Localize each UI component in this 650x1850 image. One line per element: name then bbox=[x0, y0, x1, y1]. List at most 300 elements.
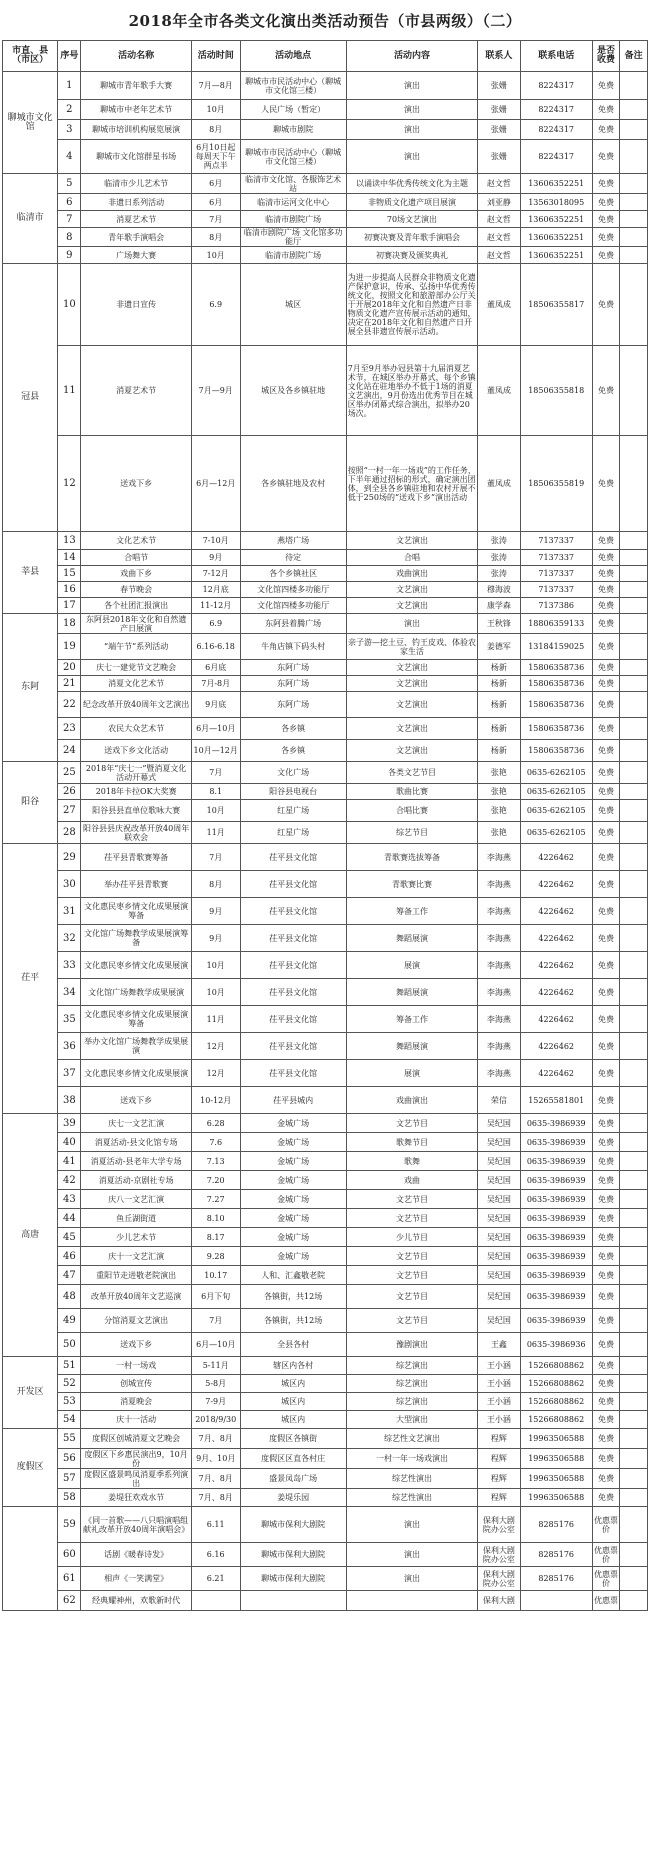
cell-name: 庆七一文艺汇演 bbox=[81, 1114, 191, 1133]
cell-place: 各镇街，共12场 bbox=[240, 1309, 346, 1333]
cell-fee: 免费 bbox=[592, 925, 620, 952]
cell-time: 7.27 bbox=[191, 1190, 240, 1209]
cell-remark bbox=[620, 1449, 648, 1469]
cell-contact: 赵文哲 bbox=[478, 247, 520, 264]
table-row bbox=[3, 871, 648, 898]
cell-seq: 37 bbox=[58, 1060, 81, 1087]
cell-fee: 免费 bbox=[592, 1209, 620, 1228]
cell-seq: 2 bbox=[58, 100, 81, 120]
cell-remark bbox=[620, 1543, 648, 1567]
table-row bbox=[3, 1507, 648, 1543]
cell-phone: 13606352251 bbox=[520, 228, 592, 247]
cell-fee: 免费 bbox=[592, 1060, 620, 1087]
cell-place: 文化广场 bbox=[240, 762, 346, 784]
cell-remark bbox=[620, 1171, 648, 1190]
cell-fee: 优惠票 bbox=[592, 1591, 620, 1611]
cell-remark bbox=[620, 1033, 648, 1060]
cell-time: 12月 bbox=[191, 1033, 240, 1060]
table-row bbox=[3, 100, 648, 120]
cell-place: 临清市剧院广场 文化馆多功能厅 bbox=[240, 228, 346, 247]
cell-contact: 保利大剧院办公室 bbox=[478, 1543, 520, 1567]
cell-phone: 18506355817 bbox=[520, 264, 592, 346]
cell-seq: 10 bbox=[58, 264, 81, 346]
table-row bbox=[3, 247, 648, 264]
cell-place: 燕塔广场 bbox=[240, 532, 346, 550]
table-row bbox=[3, 72, 648, 100]
cell-content: 文艺节目 bbox=[346, 1247, 478, 1266]
cell-name: 阳谷县县庆祝改革开放40周年联欢会 bbox=[81, 822, 191, 844]
table-row bbox=[3, 1469, 648, 1489]
cell-place: 聊城市剧院 bbox=[240, 120, 346, 140]
cell-remark bbox=[620, 194, 648, 211]
cell-time: 7月 bbox=[191, 844, 240, 871]
cell-fee: 免费 bbox=[592, 247, 620, 264]
cell-county: 高唐 bbox=[3, 1114, 58, 1357]
cell-name: 度假区盛景鸣凤消夏季系列演出 bbox=[81, 1469, 191, 1489]
table-body bbox=[3, 72, 648, 1611]
cell-seq: 45 bbox=[58, 1228, 81, 1247]
cell-phone: 4226462 bbox=[520, 1060, 592, 1087]
cell-phone: 4226462 bbox=[520, 952, 592, 979]
cell-seq: 57 bbox=[58, 1469, 81, 1489]
cell-place: 东阿广场 bbox=[240, 692, 346, 718]
cell-county: 茌平 bbox=[3, 844, 58, 1114]
cell-county: 度假区 bbox=[3, 1429, 58, 1507]
cell-content: 展演 bbox=[346, 952, 478, 979]
cell-time: 12月 bbox=[191, 1060, 240, 1087]
cell-content: 少儿节目 bbox=[346, 1228, 478, 1247]
cell-remark bbox=[620, 1357, 648, 1375]
cell-content: 文艺节目 bbox=[346, 1209, 478, 1228]
cell-place: 金城广场 bbox=[240, 1171, 346, 1190]
cell-content: 综艺性演出 bbox=[346, 1469, 478, 1489]
cell-contact: 赵文哲 bbox=[478, 228, 520, 247]
table-row bbox=[3, 582, 648, 598]
table-row bbox=[3, 1375, 648, 1393]
table-row bbox=[3, 1489, 648, 1507]
cell-remark bbox=[620, 1006, 648, 1033]
cell-name: 合唱节 bbox=[81, 550, 191, 566]
cell-content: 一村一年一场戏演出 bbox=[346, 1449, 478, 1469]
cell-seq: 1 bbox=[58, 72, 81, 100]
cell-name: 度假区创城消夏文艺晚会 bbox=[81, 1429, 191, 1449]
cell-time: 6.16-6.18 bbox=[191, 634, 240, 660]
cell-content: 文艺节目 bbox=[346, 1114, 478, 1133]
cell-name: 送戏下乡 bbox=[81, 1087, 191, 1114]
cell-phone: 15265581801 bbox=[520, 1087, 592, 1114]
cell-remark bbox=[620, 692, 648, 718]
cell-place: 金城广场 bbox=[240, 1209, 346, 1228]
cell-phone: 15266808862 bbox=[520, 1375, 592, 1393]
cell-time: 6月10日起每周天下午两点半 bbox=[191, 140, 240, 174]
cell-place: 城区 bbox=[240, 264, 346, 346]
cell-fee: 免费 bbox=[592, 346, 620, 436]
cell-name: 《同一首歌——八只唱演唱组献礼改革开放40周年演唱会》 bbox=[81, 1507, 191, 1543]
cell-contact: 董凤成 bbox=[478, 346, 520, 436]
cell-fee: 免费 bbox=[592, 1333, 620, 1357]
cell-contact: 张涛 bbox=[478, 550, 520, 566]
cell-content: 演出 bbox=[346, 140, 478, 174]
cell-phone: 0635-3986939 bbox=[520, 1209, 592, 1228]
cell-name: 分馆消夏文艺演出 bbox=[81, 1309, 191, 1333]
cell-fee: 免费 bbox=[592, 228, 620, 247]
cell-name: “端午节”系列活动 bbox=[81, 634, 191, 660]
cell-fee: 免费 bbox=[592, 871, 620, 898]
cell-time: 7月 bbox=[191, 762, 240, 784]
cell-name: 聊城市培训机构展览展演 bbox=[81, 120, 191, 140]
cell-contact: 吴纪国 bbox=[478, 1171, 520, 1190]
cell-fee: 免费 bbox=[592, 1033, 620, 1060]
cell-phone: 0635-3986939 bbox=[520, 1133, 592, 1152]
cell-place: 茌平县文化馆 bbox=[240, 1033, 346, 1060]
cell-name: 庆十一文艺汇演 bbox=[81, 1247, 191, 1266]
cell-name: 消夏活动-县文化馆专场 bbox=[81, 1133, 191, 1152]
cell-remark bbox=[620, 1087, 648, 1114]
cell-phone: 18506355819 bbox=[520, 436, 592, 532]
cell-phone: 0635-3986939 bbox=[520, 1266, 592, 1285]
cell-seq: 47 bbox=[58, 1266, 81, 1285]
cell-phone: 15806358736 bbox=[520, 676, 592, 692]
cell-time: 6.21 bbox=[191, 1567, 240, 1591]
cell-fee: 免费 bbox=[592, 1087, 620, 1114]
cell-name: 文化惠民枣乡情文化成果展演筹备 bbox=[81, 1006, 191, 1033]
table-row bbox=[3, 1033, 648, 1060]
cell-contact: 刘亚静 bbox=[478, 194, 520, 211]
cell-place: 度假区各镇街 bbox=[240, 1429, 346, 1449]
cell-fee: 优惠票价 bbox=[592, 1567, 620, 1591]
cell-content: 文艺演出 bbox=[346, 532, 478, 550]
cell-place: 姜堤乐园 bbox=[240, 1489, 346, 1507]
cell-content: 演出 bbox=[346, 1507, 478, 1543]
cell-name: 聊城市中老年艺术节 bbox=[81, 100, 191, 120]
cell-content: 展演 bbox=[346, 1060, 478, 1087]
cell-place: 红星广场 bbox=[240, 822, 346, 844]
cell-place: 文化馆四楼多功能厅 bbox=[240, 582, 346, 598]
table-row bbox=[3, 1285, 648, 1309]
cell-name: 2018年“庆七一”暨消夏文化活动开幕式 bbox=[81, 762, 191, 784]
cell-place: 辖区内各村 bbox=[240, 1357, 346, 1375]
cell-remark bbox=[620, 582, 648, 598]
cell-name: 文化艺术节 bbox=[81, 532, 191, 550]
cell-name: 创城宣传 bbox=[81, 1375, 191, 1393]
cell-contact: 杨新 bbox=[478, 676, 520, 692]
cell-time: 7月、8月 bbox=[191, 1469, 240, 1489]
cell-name: 2018年卡拉OK大奖赛 bbox=[81, 784, 191, 800]
cell-content: 大型演出 bbox=[346, 1411, 478, 1429]
cell-contact: 董凤成 bbox=[478, 264, 520, 346]
cell-seq: 9 bbox=[58, 247, 81, 264]
table-row bbox=[3, 566, 648, 582]
cell-fee: 免费 bbox=[592, 634, 620, 660]
table-row bbox=[3, 1567, 648, 1591]
table-row bbox=[3, 1411, 648, 1429]
cell-fee: 免费 bbox=[592, 566, 620, 582]
table-row bbox=[3, 1543, 648, 1567]
cell-fee: 免费 bbox=[592, 784, 620, 800]
cell-place: 临清市文化馆、各服饰艺术站 bbox=[240, 174, 346, 194]
cell-time: 6月底 bbox=[191, 660, 240, 676]
cell-place: 茌平县文化馆 bbox=[240, 1006, 346, 1033]
cell-place: 临清市剧院广场 bbox=[240, 247, 346, 264]
cell-name: 消夏活动-京剧社专场 bbox=[81, 1171, 191, 1190]
cell-content: 舞蹈展演 bbox=[346, 979, 478, 1006]
cell-fee: 免费 bbox=[592, 194, 620, 211]
cell-remark bbox=[620, 822, 648, 844]
cell-phone: 7137337 bbox=[520, 550, 592, 566]
cell-name: 庆八一文艺汇演 bbox=[81, 1190, 191, 1209]
cell-time: 7.13 bbox=[191, 1152, 240, 1171]
cell-content: 文艺演出 bbox=[346, 718, 478, 740]
cell-time: 11月 bbox=[191, 1006, 240, 1033]
cell-place: 度假区区直各村庄 bbox=[240, 1449, 346, 1469]
cell-content: 青歌赛选拔筹备 bbox=[346, 844, 478, 871]
cell-fee: 免费 bbox=[592, 614, 620, 634]
cell-fee: 免费 bbox=[592, 1006, 620, 1033]
cell-content bbox=[346, 1591, 478, 1611]
cell-seq: 52 bbox=[58, 1375, 81, 1393]
cell-name: 青年歌手演唱会 bbox=[81, 228, 191, 247]
cell-contact: 程辉 bbox=[478, 1429, 520, 1449]
table-row bbox=[3, 436, 648, 532]
cell-phone: 7137337 bbox=[520, 566, 592, 582]
cell-contact: 保利大剧 bbox=[478, 1591, 520, 1611]
cell-content: 综艺性演出 bbox=[346, 1489, 478, 1507]
cell-remark bbox=[620, 925, 648, 952]
cell-name: 消夏文化艺术节 bbox=[81, 676, 191, 692]
cell-fee: 免费 bbox=[592, 598, 620, 614]
cell-content: 综艺演出 bbox=[346, 1393, 478, 1411]
cell-fee: 免费 bbox=[592, 660, 620, 676]
cell-contact: 李海燕 bbox=[478, 1006, 520, 1033]
header-remark: 备注 bbox=[620, 41, 648, 72]
cell-fee: 免费 bbox=[592, 1375, 620, 1393]
cell-contact: 李海燕 bbox=[478, 979, 520, 1006]
table-row bbox=[3, 740, 648, 762]
cell-place: 城区内 bbox=[240, 1375, 346, 1393]
cell-contact: 吴纪国 bbox=[478, 1266, 520, 1285]
cell-name: 文化馆广场舞教学成果展演筹备 bbox=[81, 925, 191, 952]
cell-place: 聊城市保利大剧院 bbox=[240, 1543, 346, 1567]
cell-fee: 免费 bbox=[592, 676, 620, 692]
cell-fee: 免费 bbox=[592, 1489, 620, 1507]
cell-fee: 免费 bbox=[592, 1190, 620, 1209]
cell-place: 各乡镇 bbox=[240, 718, 346, 740]
page-title: 2018年全市各类文化演出类活动预告（市县两级）（二） bbox=[128, 12, 522, 30]
cell-fee: 免费 bbox=[592, 1285, 620, 1309]
cell-seq: 43 bbox=[58, 1190, 81, 1209]
cell-contact: 王小涵 bbox=[478, 1357, 520, 1375]
cell-phone: 19963506588 bbox=[520, 1449, 592, 1469]
cell-remark bbox=[620, 264, 648, 346]
cell-contact: 杨新 bbox=[478, 718, 520, 740]
cell-place: 城区及各乡镇驻地 bbox=[240, 346, 346, 436]
cell-time: 6月—10月 bbox=[191, 718, 240, 740]
cell-phone: 13563018095 bbox=[520, 194, 592, 211]
cell-contact: 程辉 bbox=[478, 1489, 520, 1507]
cell-contact: 杨新 bbox=[478, 692, 520, 718]
cell-time: 10月 bbox=[191, 800, 240, 822]
cell-content: 以诵读中华优秀传统文化为主题 bbox=[346, 174, 478, 194]
cell-contact: 穆海波 bbox=[478, 582, 520, 598]
cell-content: 舞蹈展演 bbox=[346, 925, 478, 952]
table-row bbox=[3, 692, 648, 718]
cell-seq: 33 bbox=[58, 952, 81, 979]
cell-content: 青歌赛比赛 bbox=[346, 871, 478, 898]
cell-seq: 19 bbox=[58, 634, 81, 660]
table-row bbox=[3, 1591, 648, 1611]
cell-phone: 15266808862 bbox=[520, 1393, 592, 1411]
cell-content: 演出 bbox=[346, 100, 478, 120]
cell-time: 8.17 bbox=[191, 1228, 240, 1247]
cell-phone: 15806358736 bbox=[520, 740, 592, 762]
cell-content: 初赛决赛及青年歌手演唱会 bbox=[346, 228, 478, 247]
cell-name: 度假区下乡惠民演出9，10月份 bbox=[81, 1449, 191, 1469]
header-content: 活动内容 bbox=[346, 41, 478, 72]
cell-remark bbox=[620, 72, 648, 100]
cell-time: 10-12月 bbox=[191, 1087, 240, 1114]
cell-contact: 保利大剧院办公室 bbox=[478, 1567, 520, 1591]
cell-county: 临清市 bbox=[3, 174, 58, 264]
table-row bbox=[3, 1429, 648, 1449]
cell-seq: 24 bbox=[58, 740, 81, 762]
cell-time: 9月 bbox=[191, 898, 240, 925]
cell-place: 各镇街，共12场 bbox=[240, 1285, 346, 1309]
cell-place: 金城广场 bbox=[240, 1133, 346, 1152]
cell-fee: 免费 bbox=[592, 550, 620, 566]
cell-fee: 免费 bbox=[592, 1266, 620, 1285]
cell-seq: 38 bbox=[58, 1087, 81, 1114]
cell-place: 茌平县文化馆 bbox=[240, 871, 346, 898]
cell-seq: 6 bbox=[58, 194, 81, 211]
cell-time bbox=[191, 1591, 240, 1611]
cell-seq: 3 bbox=[58, 120, 81, 140]
cell-fee: 免费 bbox=[592, 740, 620, 762]
cell-remark bbox=[620, 1567, 648, 1591]
activity-table bbox=[2, 40, 648, 1611]
cell-fee: 免费 bbox=[592, 1114, 620, 1133]
header-place: 活动地点 bbox=[240, 41, 346, 72]
cell-fee: 优惠票价 bbox=[592, 1543, 620, 1567]
cell-contact: 董凤成 bbox=[478, 436, 520, 532]
cell-place: 盛景凤岛广场 bbox=[240, 1469, 346, 1489]
cell-place: 文化馆四楼多功能厅 bbox=[240, 598, 346, 614]
cell-contact: 张涛 bbox=[478, 532, 520, 550]
cell-place: 红星广场 bbox=[240, 800, 346, 822]
cell-county: 聊城市文化馆 bbox=[3, 72, 58, 174]
cell-phone: 4226462 bbox=[520, 925, 592, 952]
cell-remark bbox=[620, 1060, 648, 1087]
cell-remark bbox=[620, 784, 648, 800]
cell-remark bbox=[620, 614, 648, 634]
cell-time: 11月 bbox=[191, 822, 240, 844]
cell-phone: 4226462 bbox=[520, 871, 592, 898]
cell-remark bbox=[620, 100, 648, 120]
cell-time: 11-12月 bbox=[191, 598, 240, 614]
cell-contact: 王小涵 bbox=[478, 1375, 520, 1393]
cell-content: 综艺演出 bbox=[346, 1357, 478, 1375]
cell-contact: 张艳 bbox=[478, 762, 520, 784]
cell-contact: 张姗 bbox=[478, 140, 520, 174]
cell-fee: 免费 bbox=[592, 898, 620, 925]
table-row bbox=[3, 1333, 648, 1357]
cell-time: 7月、8月 bbox=[191, 1429, 240, 1449]
cell-place: 各个乡镇社区 bbox=[240, 566, 346, 582]
cell-place: 人和、汇鑫敬老院 bbox=[240, 1266, 346, 1285]
cell-fee: 免费 bbox=[592, 1309, 620, 1333]
cell-seq: 54 bbox=[58, 1411, 81, 1429]
cell-seq: 14 bbox=[58, 550, 81, 566]
cell-remark bbox=[620, 1309, 648, 1333]
header-time: 活动时间 bbox=[191, 41, 240, 72]
cell-remark bbox=[620, 247, 648, 264]
cell-name: 鱼丘湖街道 bbox=[81, 1209, 191, 1228]
cell-place: 东阿县着腾广场 bbox=[240, 614, 346, 634]
cell-content: 非物质文化遗产项目展演 bbox=[346, 194, 478, 211]
table-row bbox=[3, 822, 648, 844]
table-row bbox=[3, 228, 648, 247]
cell-time: 6月 bbox=[191, 174, 240, 194]
table-row bbox=[3, 1247, 648, 1266]
table-row bbox=[3, 211, 648, 228]
cell-seq: 59 bbox=[58, 1507, 81, 1543]
cell-seq: 18 bbox=[58, 614, 81, 634]
cell-content: 文艺演出 bbox=[346, 676, 478, 692]
cell-seq: 17 bbox=[58, 598, 81, 614]
header-county: 市直、县（市区） bbox=[3, 41, 58, 72]
cell-remark bbox=[620, 1190, 648, 1209]
cell-place: 金城广场 bbox=[240, 1190, 346, 1209]
cell-phone: 19963506588 bbox=[520, 1489, 592, 1507]
cell-name: 重阳节走进敬老院演出 bbox=[81, 1266, 191, 1285]
cell-seq: 32 bbox=[58, 925, 81, 952]
table-row bbox=[3, 660, 648, 676]
cell-place: 聊城市市民活动中心（聊城市文化馆三楼） bbox=[240, 140, 346, 174]
cell-name: 茌平县青歌赛筹备 bbox=[81, 844, 191, 871]
cell-remark bbox=[620, 718, 648, 740]
cell-phone: 4226462 bbox=[520, 979, 592, 1006]
cell-seq: 49 bbox=[58, 1309, 81, 1333]
cell-time: 7月—8月 bbox=[191, 72, 240, 100]
cell-contact: 李海燕 bbox=[478, 898, 520, 925]
cell-seq: 34 bbox=[58, 979, 81, 1006]
cell-contact: 吴纪国 bbox=[478, 1247, 520, 1266]
cell-seq: 26 bbox=[58, 784, 81, 800]
header-contact: 联系人 bbox=[478, 41, 520, 72]
cell-seq: 48 bbox=[58, 1285, 81, 1309]
cell-contact: 王小涵 bbox=[478, 1411, 520, 1429]
cell-place: 阳谷县电视台 bbox=[240, 784, 346, 800]
cell-phone: 15806358736 bbox=[520, 718, 592, 740]
cell-contact: 吴纪国 bbox=[478, 1228, 520, 1247]
cell-time: 8月 bbox=[191, 120, 240, 140]
cell-remark bbox=[620, 566, 648, 582]
cell-time: 8月 bbox=[191, 871, 240, 898]
cell-time: 5-8月 bbox=[191, 1375, 240, 1393]
cell-name: 聊城市文化馆群星书场 bbox=[81, 140, 191, 174]
cell-name: 阳谷县县直单位歌咏大赛 bbox=[81, 800, 191, 822]
cell-content: 舞蹈展演 bbox=[346, 1033, 478, 1060]
cell-place: 人民广场（暂定） bbox=[240, 100, 346, 120]
cell-place: 聊城市市民活动中心（聊城市文化馆三楼） bbox=[240, 72, 346, 100]
cell-contact: 李海燕 bbox=[478, 925, 520, 952]
cell-seq: 56 bbox=[58, 1449, 81, 1469]
cell-name: 相声《一笑满堂》 bbox=[81, 1567, 191, 1591]
cell-place: 待定 bbox=[240, 550, 346, 566]
cell-phone: 15806358736 bbox=[520, 660, 592, 676]
cell-content: 戏曲 bbox=[346, 1171, 478, 1190]
cell-time: 10月 bbox=[191, 952, 240, 979]
cell-remark bbox=[620, 844, 648, 871]
